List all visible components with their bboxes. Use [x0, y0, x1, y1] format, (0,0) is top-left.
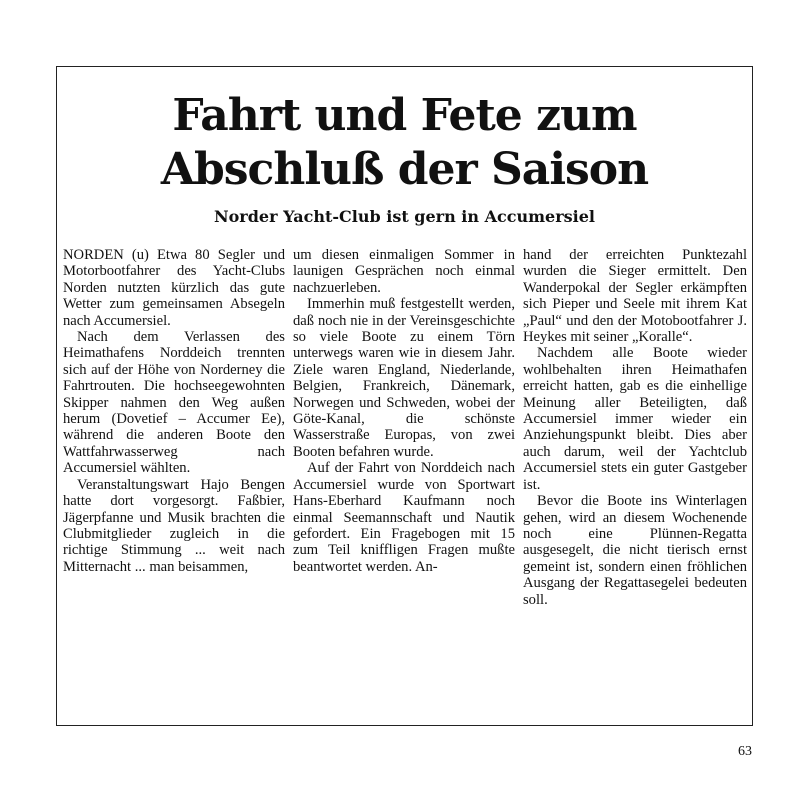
article-column-2 [293, 247, 515, 575]
paragraph: Auf der Fahrt von Norddeich nach Accumersiel wurde von Sportwart Hans-Eberhard Kaufmann noch einmal Seemannschaft und Nautik gefordert. Ein Fragebogen mit 15 zum Teil kniffligen Fragen mußte beantwortet werden. An- [293, 460, 515, 575]
headline [57, 89, 752, 197]
paragraph: hand der erreichten Punktezahl wurden die Sieger ermittelt. Den Wanderpokal der Segler erkämpften sich Pieper und Seele mit ihrem Kat „Paul“ und den der Motobootfahrer J. Heykes mit seiner „Koralle“. [523, 247, 747, 346]
headline-line-1: Fahrt und Fete zum [172, 90, 637, 141]
page-number: 63 [738, 744, 752, 759]
paragraph: um diesen einmaligen Sommer in launigen Gesprächen noch einmal nachzuerleben. [293, 247, 515, 296]
paragraph: Nach dem Verlassen des Heimathafens Norddeich trennten sich auf der Höhe von Norderney die Fahrtrouten. Die hochseegewohnten Skipper nahmen den Weg außen herum (Dovetief – Accumer Ee), während die anderen Boote den Wattfahrwasserweg nach Accumersiel wählten. [63, 329, 285, 477]
newspaper-clipping [56, 66, 753, 726]
paragraph: Immerhin muß festgestellt werden, daß noch nie in der Vereinsgeschichte so viele Boote zu einem Törn unterwegs waren wie in diesem Jahr. Ziele waren England, Niederlande, Belgien, Frankreich, Dänemark, Norwegen und Schweden, wobei der Göte-Kanal, die schönste Wasserstraße Europas, von zwei Booten befahren wurde. [293, 296, 515, 460]
paragraph: Nachdem alle Boote wieder wohlbehalten ihren Heimathafen erreicht hatten, gab es die einhellige Meinung aller Beteiligten, daß Accumersiel immer wieder ein Anziehungspunkt bleibt. Dies aber auch darum, weil der Yachtclub Accumersiel stets ein guter Gastgeber ist. [523, 345, 747, 493]
subheadline: Norder Yacht-Club ist gern in Accumersiel [214, 207, 595, 226]
paragraph: Veranstaltungswart Hajo Bengen hatte dort vorgesorgt. Faßbier, Jägerpfanne und Musik brachten die Clubmitglieder zugleich in die richtige Stimmung ... weit nach Mitternacht ... man beisammen, [63, 476, 285, 575]
headline-line-2: Abschluß der Saison [160, 144, 649, 195]
article-column-3 [523, 247, 747, 608]
paragraph: NORDEN (u) Etwa 80 Segler und Motorbootfahrer des Yacht-Clubs Norden nutzten kürzlich das gute Wetter zum gemeinsamen Absegeln nach Accumersiel. [63, 247, 285, 329]
paragraph: Bevor die Boote ins Winterlagen gehen, wird an diesem Wochenende noch eine Plünnen-Regatta ausgesegelt, die nicht tierisch ernst gemeint ist, sondern einen fröhlichen Ausgang der Regattasegelei bedeuten soll. [523, 493, 747, 608]
article-column-1 [63, 247, 285, 575]
